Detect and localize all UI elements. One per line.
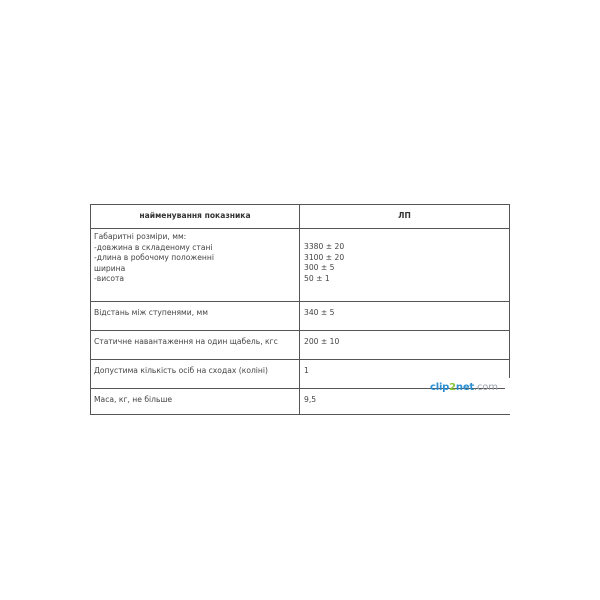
watermark-logo: clip2net.com bbox=[430, 382, 498, 393]
dimension-width: ширина bbox=[94, 263, 126, 273]
value-folded-length: 3380 ± 20 bbox=[304, 242, 345, 251]
row-value-dimensions bbox=[300, 229, 510, 302]
header-parameter-name: найменування показника bbox=[91, 205, 300, 229]
value-working-length: 3100 ± 20 bbox=[304, 252, 345, 262]
row-value-mass: 9,5 bbox=[300, 389, 510, 415]
table-header-row bbox=[91, 205, 510, 229]
row-name-max-persons: Допустима кількість осіб на сходах (коліні) bbox=[91, 360, 300, 389]
dimension-height: -висота bbox=[94, 274, 125, 284]
row-value-step-distance: 340 ± 5 bbox=[300, 302, 510, 331]
row-name-mass: Маса, кг, не більше bbox=[91, 389, 300, 415]
row-name-static-load: Статичне навантаження на один щабель, кгс bbox=[91, 331, 300, 360]
row-value-static-load: 200 ± 10 bbox=[300, 331, 510, 360]
watermark-backdrop bbox=[505, 378, 513, 398]
dimensions-title: Габаритні розміри, мм: bbox=[94, 232, 187, 241]
table-row bbox=[91, 331, 510, 360]
table-row bbox=[91, 229, 510, 302]
value-width: 300 ± 5 bbox=[304, 263, 335, 273]
dimension-folded-length: -довжина в складеному стані bbox=[94, 242, 213, 252]
value-height: 50 ± 1 bbox=[304, 273, 330, 283]
row-name-step-distance: Відстань між ступенями, мм bbox=[91, 302, 300, 331]
header-model: ЛП bbox=[300, 205, 510, 229]
table-row bbox=[91, 302, 510, 331]
row-value-max-persons: 1 bbox=[300, 360, 510, 389]
dimension-working-length: -длина в робочому положенні bbox=[94, 253, 214, 263]
row-name-dimensions bbox=[91, 229, 300, 302]
